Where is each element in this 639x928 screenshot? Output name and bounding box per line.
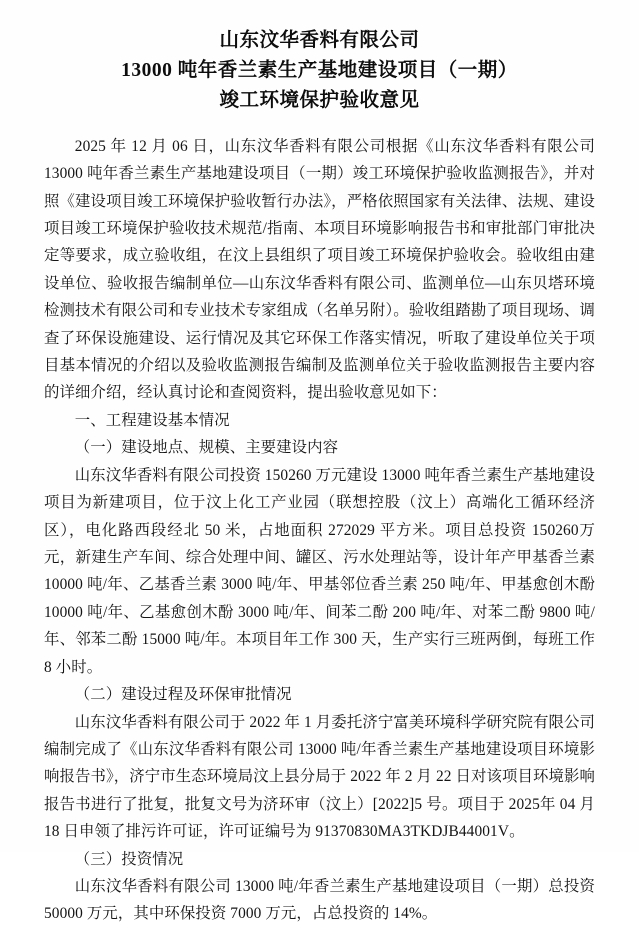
heading-section-1-2: （二）建设过程及环保审批情况: [74, 686, 292, 704]
heading-section-1-1: （一）建设地点、规模、主要建设内容: [74, 439, 339, 457]
title-line-3: 竣工环境保护验收意见: [219, 90, 420, 112]
paragraph-investment: 山东汶华香料有限公司 13000 吨/年香兰素生产基地建设项目（一期）总投资 50000 万元，其中环保投资 7000 万元，占总投资的 14%。: [44, 878, 595, 923]
heading-section-1-3: （三）投资情况: [74, 850, 184, 868]
document-title: [44, 26, 595, 117]
title-line-2: 13000 吨年香兰素生产基地建设项目（一期）: [121, 60, 518, 82]
paragraph-construction-scope: 山东汶华香料有限公司投资 150260 万元建设 13000 吨年香兰素生产基地建设项目为新建项目，位于汶上化工产业园（联想控股（汶上）高端化工循环经济区），电化路西段经北 50 米，占地面积 272029 平方米。项目总投资 150260万元，新建生产车间、综合处理中间、罐区、污水处理站等，设计年产甲基香兰素 10000 吨/年、乙基香兰素 3000 吨/年、甲基邻位香兰素 250 吨/年、甲基愈创木酚 10000 吨/年、乙基愈创木酚 3000 吨/年、间苯二酚 200 吨/年、对苯二酚 9800 吨/年、邻苯二酚 15000 吨/年。本项目年工作 300 天，生产实行三班两倒，每班工作 8 小时。: [44, 466, 595, 676]
paragraph-intro: 2025 年 12 月 06 日，山东汶华香料有限公司根据《山东汶华香料有限公司13000 吨年香兰素生产基地建设项目（一期）竣工环境保护验收监测报告》，并对照《建设项目竣工环境保护验收暂行办法》，严格依照国家有关法律、法规、建设项目竣工环境保护验收技术规范/指南、本项目环境影响报告书和审批部门审批决定等要求，成立验收组，在汶上县组织了项目竣工环境保护验收会。验收组由建设单位、验收报告编制单位—山东汶华香料有限公司、监测单位—山东贝塔环境检测技术有限公司和专业技术专家组成（名单另附）。验收组踏勘了项目现场、调查了环保设施建设、运行情况及其它环保工作落实情况，听取了建设单位关于项目基本情况的介绍以及验收监测报告编制及监测单位关于验收监测报告主要内容的详细介绍，经认真讨论和查阅资料，提出验收意见如下：: [44, 137, 595, 402]
heading-section-1: 一、工程建设基本情况: [74, 411, 230, 429]
title-line-1: 山东汶华香料有限公司: [219, 30, 420, 51]
document-body: [44, 133, 595, 928]
paragraph-approval-process: 山东汶华香料有限公司于 2022 年 1 月委托济宁富美环境科学研究院有限公司编制完成了《山东汶华香料有限公司 13000 吨/年香兰素生产基地建设项目环境影响报告书》，济宁市生态环境局汶上县分局于 2022 年 2 月 22 日对该项目环境影响报告书进行了批复，批复文号为济环审（汶上）[2022]5 号。项目于 2025年 04 月 18 日申领了排污许可证，许可证编号为 91370830MA3TKDJB44001V。: [44, 713, 595, 841]
